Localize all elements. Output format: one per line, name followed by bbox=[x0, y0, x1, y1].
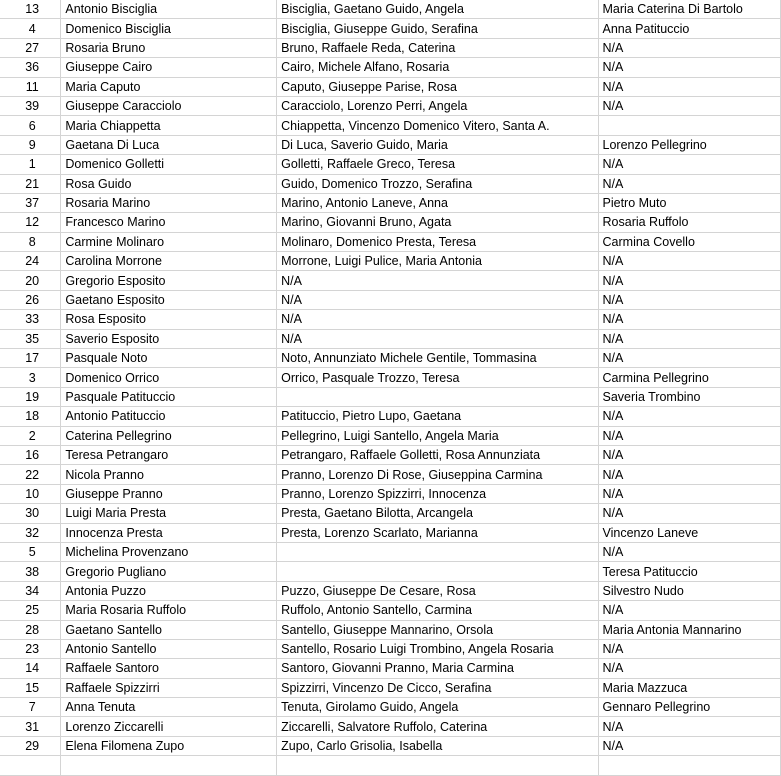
cell-id[interactable]: 32 bbox=[0, 523, 61, 542]
table-row bbox=[0, 698, 781, 717]
cell-spouse[interactable]: N/A bbox=[598, 96, 780, 115]
cell-parents[interactable]: Chiappetta, Vincenzo Domenico Vitero, Santa A. bbox=[277, 116, 598, 135]
cell-id[interactable]: 19 bbox=[0, 387, 61, 406]
cell-name[interactable]: Domenico Bisciglia bbox=[61, 19, 277, 38]
cell-parents[interactable]: Cairo, Michele Alfano, Rosaria bbox=[277, 58, 598, 77]
cell-name[interactable]: Carmine Molinaro bbox=[61, 232, 277, 251]
cell-spouse[interactable]: N/A bbox=[598, 407, 780, 426]
cell-parents[interactable]: Marino, Antonio Laneve, Anna bbox=[277, 193, 598, 212]
cell-id[interactable]: 7 bbox=[0, 698, 61, 717]
cell-parents[interactable]: N/A bbox=[277, 271, 598, 290]
table-row bbox=[0, 329, 781, 348]
cell-id[interactable]: 12 bbox=[0, 213, 61, 232]
cell-name[interactable]: Domenico Golletti bbox=[61, 155, 277, 174]
table-row bbox=[0, 0, 781, 19]
cell-spouse[interactable]: N/A bbox=[598, 426, 780, 445]
cell-name[interactable]: Maria Rosaria Ruffolo bbox=[61, 601, 277, 620]
cell-name[interactable]: Lorenzo Ziccarelli bbox=[61, 717, 277, 736]
cell-spouse[interactable]: N/A bbox=[598, 38, 780, 57]
table-row bbox=[0, 252, 781, 271]
cell-parents[interactable]: Ruffolo, Antonio Santello, Carmina bbox=[277, 601, 598, 620]
cell-name[interactable]: Nicola Pranno bbox=[61, 465, 277, 484]
cell-parents[interactable]: Santoro, Giovanni Pranno, Maria Carmina bbox=[277, 659, 598, 678]
cell-name[interactable]: Antonia Puzzo bbox=[61, 581, 277, 600]
cell-name[interactable]: Antonio Santello bbox=[61, 639, 277, 658]
cell-spouse[interactable]: Carmina Pellegrino bbox=[598, 368, 780, 387]
cell-id[interactable]: 27 bbox=[0, 38, 61, 57]
table-row bbox=[0, 562, 781, 581]
table-row bbox=[0, 659, 781, 678]
cell-spouse[interactable]: N/A bbox=[598, 542, 780, 561]
cell-id[interactable]: 30 bbox=[0, 504, 61, 523]
cell-parents[interactable]: Pellegrino, Luigi Santello, Angela Maria bbox=[277, 426, 598, 445]
cell-spouse[interactable]: Anna Patituccio bbox=[598, 19, 780, 38]
cell-spouse[interactable]: N/A bbox=[598, 717, 780, 736]
cell-spouse[interactable]: N/A bbox=[598, 736, 780, 755]
cell-parents[interactable]: Noto, Annunziato Michele Gentile, Tommasina bbox=[277, 349, 598, 368]
cell-parents[interactable]: Puzzo, Giuseppe De Cesare, Rosa bbox=[277, 581, 598, 600]
table-row bbox=[0, 504, 781, 523]
cell-spouse[interactable]: N/A bbox=[598, 659, 780, 678]
cell-name[interactable]: Raffaele Spizzirri bbox=[61, 678, 277, 697]
cell-parents[interactable]: Tenuta, Girolamo Guido, Angela bbox=[277, 698, 598, 717]
cell-spouse[interactable]: Lorenzo Pellegrino bbox=[598, 135, 780, 154]
cell-id[interactable]: 31 bbox=[0, 717, 61, 736]
cell-id[interactable]: 35 bbox=[0, 329, 61, 348]
table-row bbox=[0, 368, 781, 387]
cell-parents[interactable] bbox=[277, 756, 598, 775]
cell-spouse[interactable]: Rosaria Ruffolo bbox=[598, 213, 780, 232]
cell-name[interactable]: Maria Chiappetta bbox=[61, 116, 277, 135]
cell-spouse[interactable]: Vincenzo Laneve bbox=[598, 523, 780, 542]
cell-spouse[interactable]: N/A bbox=[598, 465, 780, 484]
cell-id[interactable]: 18 bbox=[0, 407, 61, 426]
cell-name[interactable]: Rosaria Marino bbox=[61, 193, 277, 212]
cell-parents[interactable]: Zupo, Carlo Grisolia, Isabella bbox=[277, 736, 598, 755]
cell-parents[interactable]: Presta, Gaetano Bilotta, Arcangela bbox=[277, 504, 598, 523]
cell-parents[interactable]: Molinaro, Domenico Presta, Teresa bbox=[277, 232, 598, 251]
cell-id[interactable]: 36 bbox=[0, 58, 61, 77]
cell-spouse[interactable]: N/A bbox=[598, 329, 780, 348]
table-row bbox=[0, 213, 781, 232]
cell-parents[interactable] bbox=[277, 542, 598, 561]
cell-name[interactable]: Michelina Provenzano bbox=[61, 542, 277, 561]
table-row bbox=[0, 232, 781, 251]
cell-name[interactable]: Caterina Pellegrino bbox=[61, 426, 277, 445]
cell-parents[interactable] bbox=[277, 562, 598, 581]
cell-spouse[interactable]: N/A bbox=[598, 310, 780, 329]
cell-id[interactable]: 38 bbox=[0, 562, 61, 581]
cell-parents[interactable]: N/A bbox=[277, 329, 598, 348]
cell-name[interactable]: Maria Caputo bbox=[61, 77, 277, 96]
table-row bbox=[0, 523, 781, 542]
cell-id[interactable]: 14 bbox=[0, 659, 61, 678]
cell-spouse[interactable]: N/A bbox=[598, 252, 780, 271]
cell-parents[interactable]: Ziccarelli, Salvatore Ruffolo, Caterina bbox=[277, 717, 598, 736]
cell-parents[interactable]: N/A bbox=[277, 310, 598, 329]
cell-name[interactable]: Giuseppe Pranno bbox=[61, 484, 277, 503]
cell-name[interactable]: Raffaele Santoro bbox=[61, 659, 277, 678]
cell-spouse[interactable]: Silvestro Nudo bbox=[598, 581, 780, 600]
cell-id[interactable]: 29 bbox=[0, 736, 61, 755]
cell-parents[interactable]: Presta, Lorenzo Scarlato, Marianna bbox=[277, 523, 598, 542]
cell-spouse[interactable]: Maria Antonia Mannarino bbox=[598, 620, 780, 639]
cell-id[interactable]: 3 bbox=[0, 368, 61, 387]
table-row bbox=[0, 581, 781, 600]
cell-parents[interactable]: Orrico, Pasquale Trozzo, Teresa bbox=[277, 368, 598, 387]
table-row bbox=[0, 387, 781, 406]
cell-id[interactable]: 13 bbox=[0, 0, 61, 19]
cell-id[interactable]: 2 bbox=[0, 426, 61, 445]
cell-parents[interactable]: Santello, Giuseppe Mannarino, Orsola bbox=[277, 620, 598, 639]
cell-parents[interactable]: Spizzirri, Vincenzo De Cicco, Serafina bbox=[277, 678, 598, 697]
cell-name[interactable]: Carolina Morrone bbox=[61, 252, 277, 271]
cell-parents[interactable]: Morrone, Luigi Pulice, Maria Antonia bbox=[277, 252, 598, 271]
cell-id[interactable]: 33 bbox=[0, 310, 61, 329]
cell-spouse[interactable]: N/A bbox=[598, 639, 780, 658]
cell-spouse[interactable]: Maria Mazzuca bbox=[598, 678, 780, 697]
cell-spouse[interactable]: N/A bbox=[598, 445, 780, 464]
cell-parents[interactable]: Pranno, Lorenzo Di Rose, Giuseppina Carmina bbox=[277, 465, 598, 484]
table-row bbox=[0, 193, 781, 212]
table-row bbox=[0, 445, 781, 464]
table-row bbox=[0, 678, 781, 697]
cell-spouse[interactable] bbox=[598, 756, 780, 775]
cell-name[interactable]: Gregorio Pugliano bbox=[61, 562, 277, 581]
cell-id[interactable]: 10 bbox=[0, 484, 61, 503]
table-row bbox=[0, 135, 781, 154]
table-row bbox=[0, 407, 781, 426]
table-row bbox=[0, 290, 781, 309]
cell-spouse[interactable]: N/A bbox=[598, 174, 780, 193]
cell-name[interactable]: Antonio Bisciglia bbox=[61, 0, 277, 19]
cell-id[interactable]: 6 bbox=[0, 116, 61, 135]
cell-spouse[interactable]: Saveria Trombino bbox=[598, 387, 780, 406]
cell-name[interactable]: Pasquale Noto bbox=[61, 349, 277, 368]
cell-spouse[interactable]: N/A bbox=[598, 349, 780, 368]
table-row bbox=[0, 620, 781, 639]
cell-id[interactable]: 11 bbox=[0, 77, 61, 96]
cell-id[interactable]: 5 bbox=[0, 542, 61, 561]
cell-spouse[interactable]: N/A bbox=[598, 271, 780, 290]
cell-spouse[interactable]: N/A bbox=[598, 504, 780, 523]
table-row bbox=[0, 310, 781, 329]
table-row bbox=[0, 542, 781, 561]
cell-name[interactable]: Saverio Esposito bbox=[61, 329, 277, 348]
table-row bbox=[0, 717, 781, 736]
table-row bbox=[0, 639, 781, 658]
table-row bbox=[0, 484, 781, 503]
cell-id[interactable]: 26 bbox=[0, 290, 61, 309]
table-row bbox=[0, 58, 781, 77]
cell-parents[interactable]: Caracciolo, Lorenzo Perri, Angela bbox=[277, 96, 598, 115]
cell-spouse[interactable]: Teresa Patituccio bbox=[598, 562, 780, 581]
cell-name[interactable]: Francesco Marino bbox=[61, 213, 277, 232]
cell-name[interactable] bbox=[61, 756, 277, 775]
cell-id[interactable] bbox=[0, 756, 61, 775]
table-row bbox=[0, 19, 781, 38]
cell-spouse[interactable]: N/A bbox=[598, 58, 780, 77]
cell-parents[interactable]: N/A bbox=[277, 290, 598, 309]
cell-name[interactable]: Antonio Patituccio bbox=[61, 407, 277, 426]
cell-name[interactable]: Rosa Guido bbox=[61, 174, 277, 193]
cell-name[interactable]: Rosaria Bruno bbox=[61, 38, 277, 57]
table-row bbox=[0, 426, 781, 445]
cell-parents[interactable]: Bruno, Raffaele Reda, Caterina bbox=[277, 38, 598, 57]
cell-id[interactable]: 4 bbox=[0, 19, 61, 38]
table-row bbox=[0, 96, 781, 115]
cell-name[interactable]: Giuseppe Caracciolo bbox=[61, 96, 277, 115]
cell-id[interactable]: 25 bbox=[0, 601, 61, 620]
cell-id[interactable]: 17 bbox=[0, 349, 61, 368]
cell-id[interactable]: 34 bbox=[0, 581, 61, 600]
table-row bbox=[0, 174, 781, 193]
cell-parents[interactable]: Pranno, Lorenzo Spizzirri, Innocenza bbox=[277, 484, 598, 503]
table-row bbox=[0, 38, 781, 57]
cell-name[interactable]: Elena Filomena Zupo bbox=[61, 736, 277, 755]
cell-spouse[interactable] bbox=[598, 116, 780, 135]
cell-name[interactable]: Innocenza Presta bbox=[61, 523, 277, 542]
cell-spouse[interactable]: N/A bbox=[598, 601, 780, 620]
cell-parents[interactable]: Marino, Giovanni Bruno, Agata bbox=[277, 213, 598, 232]
table-row bbox=[0, 601, 781, 620]
cell-parents[interactable]: Di Luca, Saverio Guido, Maria bbox=[277, 135, 598, 154]
cell-id[interactable]: 1 bbox=[0, 155, 61, 174]
cell-name[interactable]: Gaetano Esposito bbox=[61, 290, 277, 309]
cell-parents[interactable]: Caputo, Giuseppe Parise, Rosa bbox=[277, 77, 598, 96]
cell-parents[interactable]: Bisciglia, Gaetano Guido, Angela bbox=[277, 0, 598, 19]
cell-spouse[interactable]: N/A bbox=[598, 290, 780, 309]
cell-parents[interactable] bbox=[277, 387, 598, 406]
cell-id[interactable]: 39 bbox=[0, 96, 61, 115]
cell-id[interactable]: 24 bbox=[0, 252, 61, 271]
cell-id[interactable]: 21 bbox=[0, 174, 61, 193]
cell-id[interactable]: 23 bbox=[0, 639, 61, 658]
table-row bbox=[0, 756, 781, 775]
cell-id[interactable]: 9 bbox=[0, 135, 61, 154]
cell-name[interactable]: Giuseppe Cairo bbox=[61, 58, 277, 77]
cell-spouse[interactable]: Maria Caterina Di Bartolo bbox=[598, 0, 780, 19]
cell-spouse[interactable]: N/A bbox=[598, 77, 780, 96]
cell-spouse[interactable]: N/A bbox=[598, 155, 780, 174]
cell-id[interactable]: 28 bbox=[0, 620, 61, 639]
cell-name[interactable]: Luigi Maria Presta bbox=[61, 504, 277, 523]
table-row bbox=[0, 465, 781, 484]
cell-name[interactable]: Gaetano Santello bbox=[61, 620, 277, 639]
cell-id[interactable]: 22 bbox=[0, 465, 61, 484]
table-row bbox=[0, 271, 781, 290]
cell-id[interactable]: 15 bbox=[0, 678, 61, 697]
cell-parents[interactable]: Santello, Rosario Luigi Trombino, Angela Rosaria bbox=[277, 639, 598, 658]
table-row bbox=[0, 736, 781, 755]
table-row bbox=[0, 349, 781, 368]
cell-name[interactable]: Anna Tenuta bbox=[61, 698, 277, 717]
cell-name[interactable]: Teresa Petrangaro bbox=[61, 445, 277, 464]
cell-name[interactable]: Rosa Esposito bbox=[61, 310, 277, 329]
cell-name[interactable]: Pasquale Patituccio bbox=[61, 387, 277, 406]
cell-id[interactable]: 37 bbox=[0, 193, 61, 212]
cell-name[interactable]: Domenico Orrico bbox=[61, 368, 277, 387]
cell-id[interactable]: 16 bbox=[0, 445, 61, 464]
table-row bbox=[0, 77, 781, 96]
cell-parents[interactable]: Bisciglia, Giuseppe Guido, Serafina bbox=[277, 19, 598, 38]
cell-id[interactable]: 20 bbox=[0, 271, 61, 290]
cell-name[interactable]: Gregorio Esposito bbox=[61, 271, 277, 290]
cell-spouse[interactable]: Carmina Covello bbox=[598, 232, 780, 251]
cell-spouse[interactable]: Gennaro Pellegrino bbox=[598, 698, 780, 717]
cell-parents[interactable]: Guido, Domenico Trozzo, Serafina bbox=[277, 174, 598, 193]
cell-spouse[interactable]: Pietro Muto bbox=[598, 193, 780, 212]
table-row bbox=[0, 116, 781, 135]
table-row bbox=[0, 155, 781, 174]
cell-parents[interactable]: Golletti, Raffaele Greco, Teresa bbox=[277, 155, 598, 174]
cell-parents[interactable]: Patituccio, Pietro Lupo, Gaetana bbox=[277, 407, 598, 426]
cell-spouse[interactable]: N/A bbox=[598, 484, 780, 503]
cell-id[interactable]: 8 bbox=[0, 232, 61, 251]
cell-parents[interactable]: Petrangaro, Raffaele Golletti, Rosa Annunziata bbox=[277, 445, 598, 464]
cell-name[interactable]: Gaetana Di Luca bbox=[61, 135, 277, 154]
